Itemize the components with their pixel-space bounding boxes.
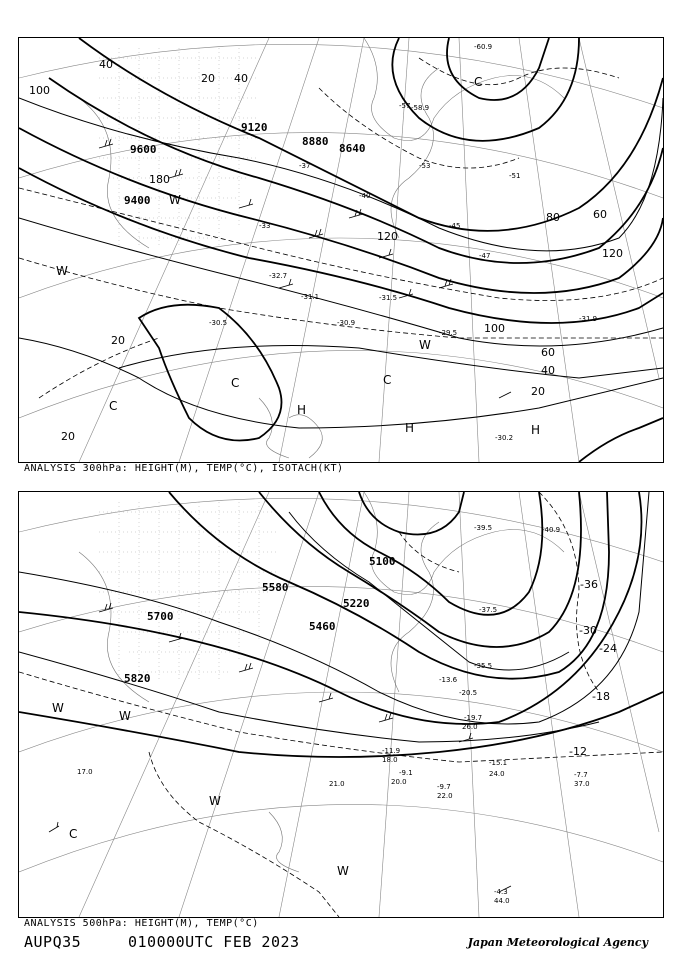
height-label: 5820 [124,672,151,685]
temp-label: -31.5 [379,294,398,302]
temp-label: 37.0 [574,780,590,788]
height-label: 8640 [339,142,366,155]
height-label: 5100 [369,555,396,568]
agency-name: Japan Meteorological Agency [467,936,648,949]
temp-label: -45 [449,222,461,230]
isotach-label: 20 [531,385,545,398]
center-label: W [52,701,64,715]
height-labels [124,121,366,207]
center-label: H [297,403,307,417]
isotach-label: 120 [602,247,623,260]
center-label: W [419,338,431,352]
temp-label: 24.0 [489,770,505,778]
temp-label: 20.0 [391,778,407,786]
analysis-datetime: 010000UTC FEB 2023 [128,933,300,951]
isotach-label: 40 [234,72,248,85]
isotach-label: 20 [111,334,125,347]
center-label: W [119,709,131,723]
temp-label: -40 [359,192,371,200]
temp-label: -35.5 [474,662,493,670]
temp-label: -9.7 [437,783,451,791]
temp-label: -20.5 [459,689,478,697]
center-label: W [209,794,221,808]
center-label: C [231,376,240,390]
temp-label: 22.0 [437,792,453,800]
center-label: C [474,75,483,89]
temp-label: 26.0 [462,723,478,731]
temp-label: -31.9 [579,315,598,323]
graticule [19,492,663,917]
hatch-region [99,502,279,682]
temp-label: -37 [299,162,311,170]
chart-300hpa [18,37,664,463]
center-label: C [109,399,118,413]
chart-300hpa-caption: ANALYSIS 300hPa: HEIGHT(M), TEMP(°C), ISOTACH(KT) [24,463,344,474]
isotherm-label: -18 [592,690,610,703]
temp-label: -58.9 [411,104,430,112]
height-label: 8880 [302,135,329,148]
temp-label: 21.0 [329,780,345,788]
temp-label: -31.1 [301,293,320,301]
isotach-label: 60 [593,208,607,221]
bulletin-code: AUPQ35 [24,933,82,951]
center-label: W [169,193,181,207]
isotach-label: 180 [149,173,170,186]
center-label: C [69,827,78,841]
temp-label: -51 [509,172,521,180]
isotach-label: 80 [546,211,560,224]
temperature-isotherm-labels [569,578,617,758]
height-label: 5460 [309,620,336,633]
center-label: W [56,264,68,278]
center-label: C [383,373,392,387]
temperature-labels [77,524,590,905]
isotach-label: 100 [29,84,50,97]
wind-barbs [49,603,511,892]
temp-label: 18.0 [382,756,398,764]
temp-label: -33 [259,222,271,230]
center-label: H [405,421,415,435]
temperature-contours [19,492,663,917]
temperature-labels [209,43,597,442]
temp-label: -4.3 [494,888,508,896]
temp-label: 17.0 [77,768,93,776]
chart-500hpa [18,491,664,918]
height-label: 9400 [124,194,151,207]
temp-label: -30.2 [495,434,514,442]
temp-label: -30.5 [209,319,228,327]
height-label: 9120 [241,121,268,134]
isotach-label: 120 [377,230,398,243]
isotach-label: 20 [201,72,215,85]
temp-label: -39.5 [474,524,493,532]
temp-label: -32.7 [269,272,288,280]
isotherm-label: -12 [569,745,587,758]
temp-label: -19.7 [464,714,483,722]
height-label: 9600 [130,143,157,156]
temp-label: -47 [479,252,491,260]
temp-label: -29.5 [439,329,458,337]
coastlines [79,38,564,458]
isotherm-label: -24 [599,642,617,655]
chart-500hpa-map [19,492,663,917]
isotach-label: 100 [484,322,505,335]
temp-label: -37.5 [479,606,498,614]
temp-label: -13.6 [439,676,458,684]
temp-label: -11.9 [382,747,401,755]
center-label: W [337,864,349,878]
isotherm-label: -30 [579,624,597,637]
temp-label: -30.9 [337,319,356,327]
height-label: 5580 [262,581,289,594]
temp-label: -9.1 [399,769,413,777]
isotach-label: 40 [541,364,555,377]
chart-300hpa-map [19,38,663,462]
temp-label: -53 [419,162,431,170]
temp-label: -60.9 [474,43,493,51]
center-label: H [531,423,541,437]
isotach-label: 20 [61,430,75,443]
temp-label: -7.7 [574,771,588,779]
isotach-label: 60 [541,346,555,359]
chart-500hpa-caption: ANALYSIS 500hPa: HEIGHT(M), TEMP(°C) [24,918,259,929]
height-label: 5220 [343,597,370,610]
isotach-label: 40 [99,58,113,71]
temp-label: -57 [399,102,411,110]
isotherm-label: -36 [580,578,598,591]
coastlines [79,492,564,872]
temp-label: 44.0 [494,897,510,905]
temp-label: -15.1 [489,759,508,767]
temp-label: -40.9 [542,526,561,534]
height-label: 5700 [147,610,174,623]
